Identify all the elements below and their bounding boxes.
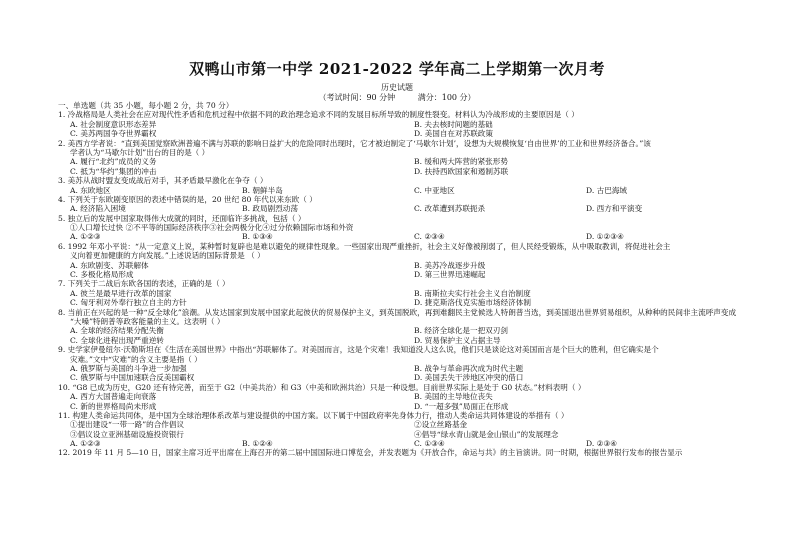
option-text: ③倡议设立亚洲基础设施投资银行: [70, 429, 184, 439]
text-line: “大嗓”特朗普等政客能量的主义。这表明（ ）: [70, 316, 225, 326]
option-text: A. 社会制度意识形态差异: [70, 119, 157, 129]
option-text: B. 夫去核时间题的基础: [414, 119, 493, 129]
option-text: D. 第三世界迅速崛起: [414, 270, 486, 280]
option-text: ②设立丝路基金: [414, 420, 468, 430]
text-line: [58, 270, 758, 279]
text-line: 10. “G8 已成为历史，G20 还有待完善，而至于 G2（中美共治）和 G3（中美和欧洲共治）只是一种设想。目前世界实际上是处于 G0 状态。”材料表明（ ）: [58, 382, 586, 392]
option-text: D. 古巴海域: [586, 185, 628, 195]
text-line: [58, 120, 758, 129]
option-text: A. ①②③: [70, 439, 101, 449]
option-text: D. ①②③④: [586, 232, 624, 242]
option-text: A. 彼兰是最早进行改革的国家: [70, 288, 172, 298]
exam-time: （考试时间：90 分钟: [318, 93, 396, 102]
option-text: D. 贸易保护主义占据主导: [414, 335, 501, 345]
text-line: [58, 364, 758, 373]
text-line: [58, 289, 758, 298]
option-text: B. 战争与革命再次成为时代主题: [414, 363, 524, 373]
question-body: [58, 101, 758, 458]
text-line: 1. 冷战格局是人类社会在应对现代性矛盾和危机过程中依据不同的政治理念追求不同的发展目标所导致的制度性裂变。材料认为冷战形成的主要原因是（ ）: [58, 110, 579, 120]
page-title: 双鸭山市第一中学 2021-2022 学年高二上学期第一次月考: [189, 60, 605, 78]
option-text: D. 捷克斯洛伐克实施市场经济体制: [414, 298, 531, 308]
text-line: 12. 2019 年 11 月 5—10 日，国家主席习近平出席在上海召开的第二届中国国际进口博览会，并发表题为《开放合作，命运与共》的主旨演讲。同一时期，根据世界银行发布的报告显示: [58, 448, 683, 458]
text-line: [58, 298, 758, 307]
option-text: B. 美苏冷战逐步升级: [414, 260, 486, 270]
text-line: [58, 439, 758, 448]
option-text: D. 西方和平演变: [586, 204, 643, 214]
option-text: D. ②③④: [586, 439, 618, 449]
text-line: [58, 261, 758, 270]
option-text: C. 抵为“华约”集团的冲击: [70, 166, 157, 176]
option-text: A. ①②③: [70, 232, 101, 242]
exam-score: 满分：100 分）: [417, 93, 476, 102]
text-line: [58, 336, 758, 345]
option-text: A. 经济陷入困境: [70, 204, 126, 214]
option-text: B. 美国的主导地位丧失: [414, 392, 493, 402]
option-text: C. 多极化格局形成: [70, 270, 134, 280]
text-line: 11. 构建人类命运共同体，是中国为全球治理体系改革与建设提供的中国方案。以下属于中国政府率先身体力行，推动人类命运共同体建设的举措有（ ）: [58, 410, 569, 420]
option-text: C. 美苏两国争夺世界霸权: [70, 129, 157, 139]
option-text: C. 中亚地区: [414, 185, 455, 195]
text-line: 9. 史学家伊曼纽尔·沃勒斯坦在《生活在美国世界》中指出“苏联解体了。对美国而言，这是个灾难！我知道没人这么说，他们只是谈论这对美国而言是个巨大的胜利，但它确实是个: [58, 345, 659, 355]
text-line: [58, 402, 758, 411]
option-text: C. 匈牙利对外奉行独立自主的方针: [70, 298, 187, 308]
option-text: ④倡导“绿水青山就是金山银山”的发展理念: [414, 429, 559, 439]
option-text: A. 东欧剧变、苏联解体: [70, 260, 149, 270]
option-text: D. 美国丢失干涉地区冲突的借口: [414, 373, 524, 383]
text-line: 学者认为“马歇尔计划”出台的目的是（ ）: [70, 147, 210, 157]
text-line: 灾难。”文中“灾难”的含义主要是指（ ）: [70, 354, 202, 364]
text-line: 3. 美苏从战时盟友变成战后对手，其矛盾最早激化在争夺（ ）: [58, 176, 268, 186]
option-text: B. 经济全球化是一把双刃剑: [414, 326, 508, 336]
option-text: B. 缓和两大阵营的紧张形势: [414, 157, 508, 167]
option-text: C. ①③④: [414, 439, 445, 449]
text-line: 7. 下列关于二战后东欧各国的表述，正确的是（ ）: [58, 279, 230, 289]
text-line: [58, 129, 758, 138]
text-line: [58, 430, 758, 439]
option-text: D. 美国自在对苏联政策: [414, 129, 493, 139]
text-line: ①人口增长过快 ②不平等的国际经济秩序③社会两极分化④过分依赖国际市场和外资: [70, 223, 354, 233]
text-line: [58, 326, 758, 335]
text-line: [58, 373, 758, 382]
option-text: C. 新的世界格局尚未形成: [70, 401, 157, 411]
text-line: 义向着更加健康的方向发展。”上述说话的国际背景是 （ ）: [70, 251, 265, 261]
option-text: B. 政局剧烈动荡: [242, 204, 298, 214]
text-line: 6. 1992 年邓小平说：“从一定意义上说，某种暂时复辟也是难以避免的规律性现象。一些国家出现严重挫折，社会主义好像被削弱了，但人民经受锻炼，从中吸取教训，将促进社会主: [58, 241, 671, 251]
option-text: A. 履行“北约”成员的义务: [70, 157, 157, 167]
option-text: ①提出建设“一带一路”的合作倡议: [70, 420, 185, 430]
subject-title: 历史试题: [381, 83, 413, 92]
text-line: 4. 下列关于东欧剧变原因的表述中错误的是，20 世纪 80 年代以来东欧（ ）: [58, 194, 317, 204]
text-line: [58, 204, 758, 213]
option-text: C. 改革遭到苏联扼杀: [414, 204, 486, 214]
option-text: B. 朝鲜半岛: [242, 185, 283, 195]
text-line: [58, 420, 758, 429]
option-text: A. 俄罗斯与美国的斗争进一步加强: [70, 363, 187, 373]
text-line: [58, 167, 758, 176]
option-text: A. 全球的经济结果分配失衡: [70, 326, 164, 336]
text-line: 8. 当前正在兴起的是一种“反全球化”浪潮。从发达国家到发展中国家此起彼伏的贸易保护主义，到英国脱欧，再到难翻民主党候选人特朗普当选，到美国退出世界贸易组织，从种种的民间非主流呼声变成: [58, 307, 737, 317]
option-text: C. 俄罗斯与中国加速联合反美国霸权: [70, 373, 195, 383]
option-text: C. 全球化进程出现严重逆转: [70, 335, 164, 345]
option-text: D. 扶持西欧国家和遏制苏联: [414, 166, 509, 176]
text-line: [58, 232, 758, 241]
text-line: 2. 美西方学者说：“直到美国觉察欧洲普遍不满与苏联的影响日益扩大的危险同时出现时，它才被迫制定了‘马歇尔计划’，设想为大规模恢复‘自由世界’的工业和世界经济备合。”该: [58, 138, 651, 148]
text-line: 5. 独立后的发展中国家取得伟大成就的同时，还面临许多挑战，包括（ ）: [58, 213, 306, 223]
option-text: B. ①②④: [242, 439, 273, 449]
option-text: B. ①③④: [242, 232, 273, 242]
text-line: [58, 392, 758, 401]
option-text: D. “一超多强”局面正在形成: [414, 401, 509, 411]
text-line: 一、单选题（共 35 小题，每小题 2 分，共 70 分）: [58, 101, 234, 110]
text-line: [58, 157, 758, 166]
option-text: A. 东欧地区: [70, 185, 111, 195]
option-text: C. ②③④: [414, 232, 445, 242]
text-line: [58, 186, 758, 195]
option-text: A. 西方大国普遍走向衰落: [70, 392, 157, 402]
option-text: B. 南斯拉夫实行社会主义自治制度: [414, 288, 531, 298]
